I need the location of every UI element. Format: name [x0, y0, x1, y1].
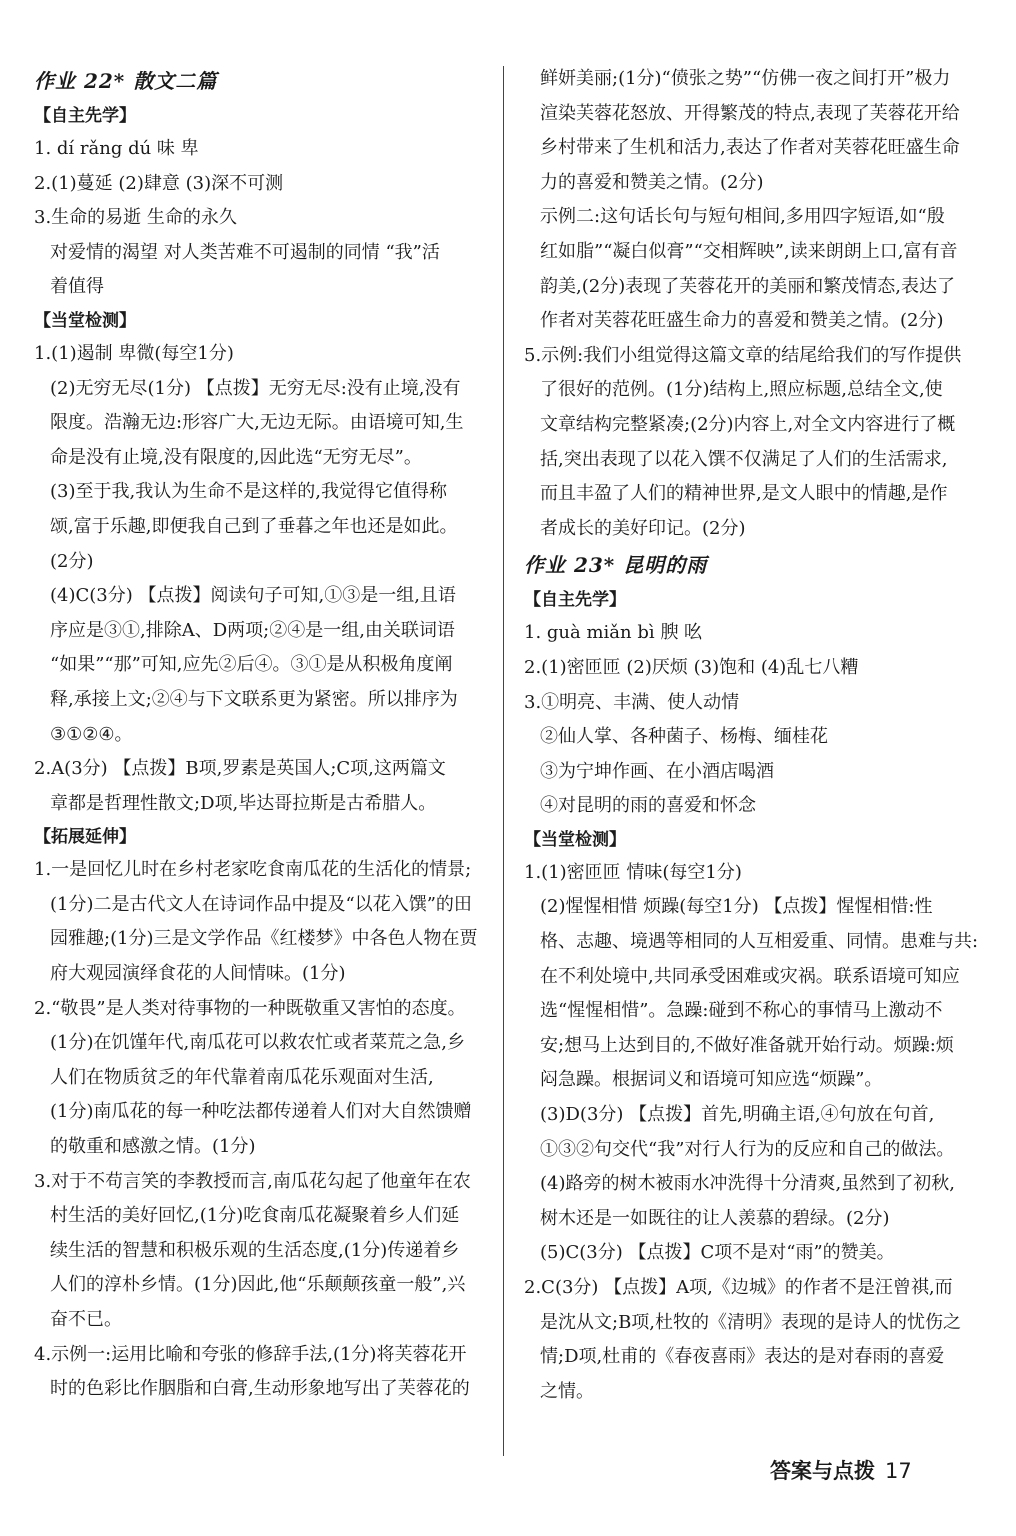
page-number: 17 [885, 1459, 912, 1483]
text-line: 限度。浩瀚无边:形容广大,无边无际。由语境可知,生 [50, 412, 464, 434]
text-line: (5)C(3分) 【点拨】C项不是对“雨”的赞美。 [540, 1242, 895, 1264]
text-line: (3)D(3分) 【点拨】首先,明确主语,④句放在句首, [540, 1104, 935, 1126]
text-line: 1. guà miǎn bì 腴 吆 [524, 622, 703, 644]
section-heading: 【当堂检测】 [34, 310, 136, 331]
page-footer [770, 1455, 912, 1485]
assignment-title: 作业 23* 昆明的雨 [524, 553, 708, 578]
text-line: 安;想马上达到目的,不做好准备就开始行动。烦躁:烦 [540, 1034, 954, 1056]
text-line: 2.(1)蔓延 (2)肆意 (3)深不可测 [34, 172, 284, 194]
text-line: (1分)南瓜花的每一种吃法都传递着人们对大自然馈赠 [50, 1101, 472, 1123]
text-line: 着值得 [50, 276, 104, 298]
text-line: 之情。 [540, 1380, 594, 1402]
text-line: 2.A(3分) 【点拨】B项,罗素是英国人;C项,这两篇文 [34, 758, 446, 780]
text-line: (4)C(3分) 【点拨】阅读句子可知,①③是一组,且语 [50, 585, 456, 607]
text-line: 了很好的范例。(1分)结构上,照应标题,总结全文,使 [540, 379, 943, 401]
text-line: “如果”“那”可知,应先②后④。③①是从积极角度阐 [50, 654, 453, 676]
text-line: ②仙人掌、各种菌子、杨梅、缅桂花 [540, 726, 828, 748]
text-line: 格、志趣、境遇等相同的人互相爱重、同情。患难与共: [540, 931, 979, 953]
text-line: 韵美,(2分)表现了芙蓉花开的美丽和繁茂情态,表达了 [540, 275, 955, 297]
text-line: 颂,富于乐趣,即便我自己到了垂暮之年也还是如此。 [50, 515, 458, 537]
text-line: 2.(1)密匝匝 (2)厌烦 (3)饱和 (4)乱七八糟 [524, 656, 859, 678]
section-heading: 【自主先学】 [524, 590, 626, 611]
text-line: 时的色彩比作胭脂和白膏,生动形象地写出了芙蓉花的 [50, 1378, 470, 1400]
text-line: 奋不已。 [50, 1309, 122, 1330]
text-line: 的敬重和感激之情。(1分) [50, 1136, 256, 1158]
text-line: 释,承接上文;②④与下文联系更为紧密。所以排序为 [50, 688, 458, 710]
text-line: 3.①明亮、丰满、使人动情 [524, 691, 740, 713]
text-line: 而且丰盈了人们的精神世界,是文人眼中的情趣,是作 [540, 483, 948, 505]
text-line: 示例二:这句话长句与短句相间,多用四字短语,如“殷 [540, 206, 945, 228]
text-line: 3.对于不苟言笑的李教授而言,南瓜花勾起了他童年在农 [34, 1170, 471, 1192]
text-line: ③为宁坤作画、在小酒店喝酒 [540, 760, 774, 782]
text-line: 4.示例一:运用比喻和夸张的修辞手法,(1分)将芙蓉花开 [34, 1343, 467, 1365]
text-line: 章都是哲理性散文;D项,毕达哥拉斯是古希腊人。 [50, 792, 437, 814]
text-line: 5.示例:我们小组觉得这篇文章的结尾给我们的写作提供 [524, 344, 962, 366]
text-line: 是沈从文;B项,杜牧的《清明》表现的是诗人的忧伤之 [540, 1311, 962, 1333]
text-line: 括,突出表现了以花入馔不仅满足了人们的生活需求, [540, 448, 948, 470]
text-line: 鲜妍美丽;(1分)“偾张之势”“仿佛一夜之间打开”极力 [540, 68, 951, 89]
text-line: 人们在物质贫乏的年代靠着南瓜花乐观面对生活, [50, 1066, 434, 1088]
text-line: 园雅趣;(1分)三是文学作品《红楼梦》中各色人物在贾 [50, 928, 478, 950]
text-line: 1.(1)密匝匝 情味(每空1分) [524, 861, 742, 883]
text-line: 1.一是回忆儿时在乡村老家吃食南瓜花的生活化的情景; [34, 859, 472, 881]
text-line: 1. dí rǎng dú 味 卑 [34, 138, 199, 159]
text-line: 情;D项,杜甫的《春夜喜雨》表达的是对春雨的喜爱 [540, 1346, 945, 1368]
text-line: 序应是③①,排除A、D两项;②④是一组,由关联词语 [50, 619, 455, 641]
text-line: 命是没有止境,没有限度的,因此选“无穷无尽”。 [50, 446, 422, 468]
text-line: 1.(1)遏制 卑微(每空1分) [34, 342, 234, 364]
text-line: 选“惺惺相惜”。急躁:碰到不称心的事情马上激动不 [540, 1000, 943, 1022]
text-line: (2分) [50, 550, 94, 572]
text-line: ④对昆明的雨的喜爱和怀念 [540, 795, 756, 817]
text-line: 府大观园演绎食花的人间情味。(1分) [50, 963, 346, 985]
text-line: 作者对芙蓉花旺盛生命力的喜爱和赞美之情。(2分) [540, 310, 944, 332]
text-line: 2.C(3分) 【点拨】A项,《边城》的作者不是汪曾祺,而 [524, 1277, 953, 1298]
section-heading: 【自主先学】 [34, 106, 136, 126]
right-column [524, 62, 980, 1409]
text-line: 乡村带来了生机和活力,表达了作者对芙蓉花旺盛生命 [540, 137, 960, 159]
text-line: (2)无穷无尽(1分) 【点拨】无穷无尽:没有止境,没有 [50, 377, 461, 399]
assignment-title: 作业 22* 散文二篇 [34, 69, 218, 93]
text-line: (2)惺惺相惜 烦躁(每空1分) 【点拨】惺惺相惜:性 [540, 896, 933, 918]
footer-label: 答案与点拨 [770, 1459, 875, 1483]
section-heading: 【当堂检测】 [524, 829, 626, 850]
text-line: 人们的淳朴乡情。(1分)因此,他“乐颠颠孩童一般”,兴 [50, 1274, 466, 1296]
text-line: 红如脂”“凝白似膏”“交相辉映”,读来朗朗上口,富有音 [540, 240, 958, 262]
text-line: (1分)在饥馑年代,南瓜花可以救农忙或者菜荒之急,乡 [50, 1032, 465, 1054]
text-line: 在不利处境中,共同承受困难或灾祸。联系语境可知应 [540, 965, 960, 987]
column-divider [503, 66, 504, 1456]
text-line: 树木还是一如既往的让人羡慕的碧绿。(2分) [540, 1207, 890, 1229]
text-line: 文章结构完整紧凑;(2分)内容上,对全文内容进行了概 [540, 413, 956, 435]
text-line: 者成长的美好印记。(2分) [540, 517, 746, 539]
text-line: (3)至于我,我认为生命不是这样的,我觉得它值得称 [50, 481, 447, 503]
text-line: 力的喜爱和赞美之情。(2分) [540, 171, 764, 193]
text-line: 2.“敬畏”是人类对待事物的一种既敬重又害怕的态度。 [34, 997, 466, 1019]
text-line: 对爱情的渴望 对人类苦难不可遏制的同情 “我”活 [50, 241, 440, 263]
text-line: 3.生命的易逝 生命的永久 [34, 207, 237, 229]
text-line: 渲染芙蓉花怒放、开得繁茂的特点,表现了芙蓉花开给 [540, 102, 960, 124]
section-heading: 【拓展延伸】 [34, 827, 136, 848]
text-line: 村生活的美好回忆,(1分)吃食南瓜花凝聚着乡人们延 [50, 1205, 460, 1227]
text-line: 续生活的智慧和积极乐观的生活态度,(1分)传递着乡 [50, 1239, 460, 1261]
text-line: ③①②④。 [50, 723, 133, 745]
text-line: ①③②句交代“我”对行人行为的反应和自己的做法。 [540, 1138, 955, 1160]
text-line: (1分)二是古代文人在诗词作品中提及“以花入馔”的田 [50, 893, 472, 915]
left-column [34, 62, 482, 1407]
text-line: (4)路旁的树木被雨水冲洗得十分清爽,虽然到了初秋, [540, 1173, 955, 1195]
text-line: 闷急躁。根据词义和语境可知应选“烦躁”。 [540, 1069, 883, 1091]
